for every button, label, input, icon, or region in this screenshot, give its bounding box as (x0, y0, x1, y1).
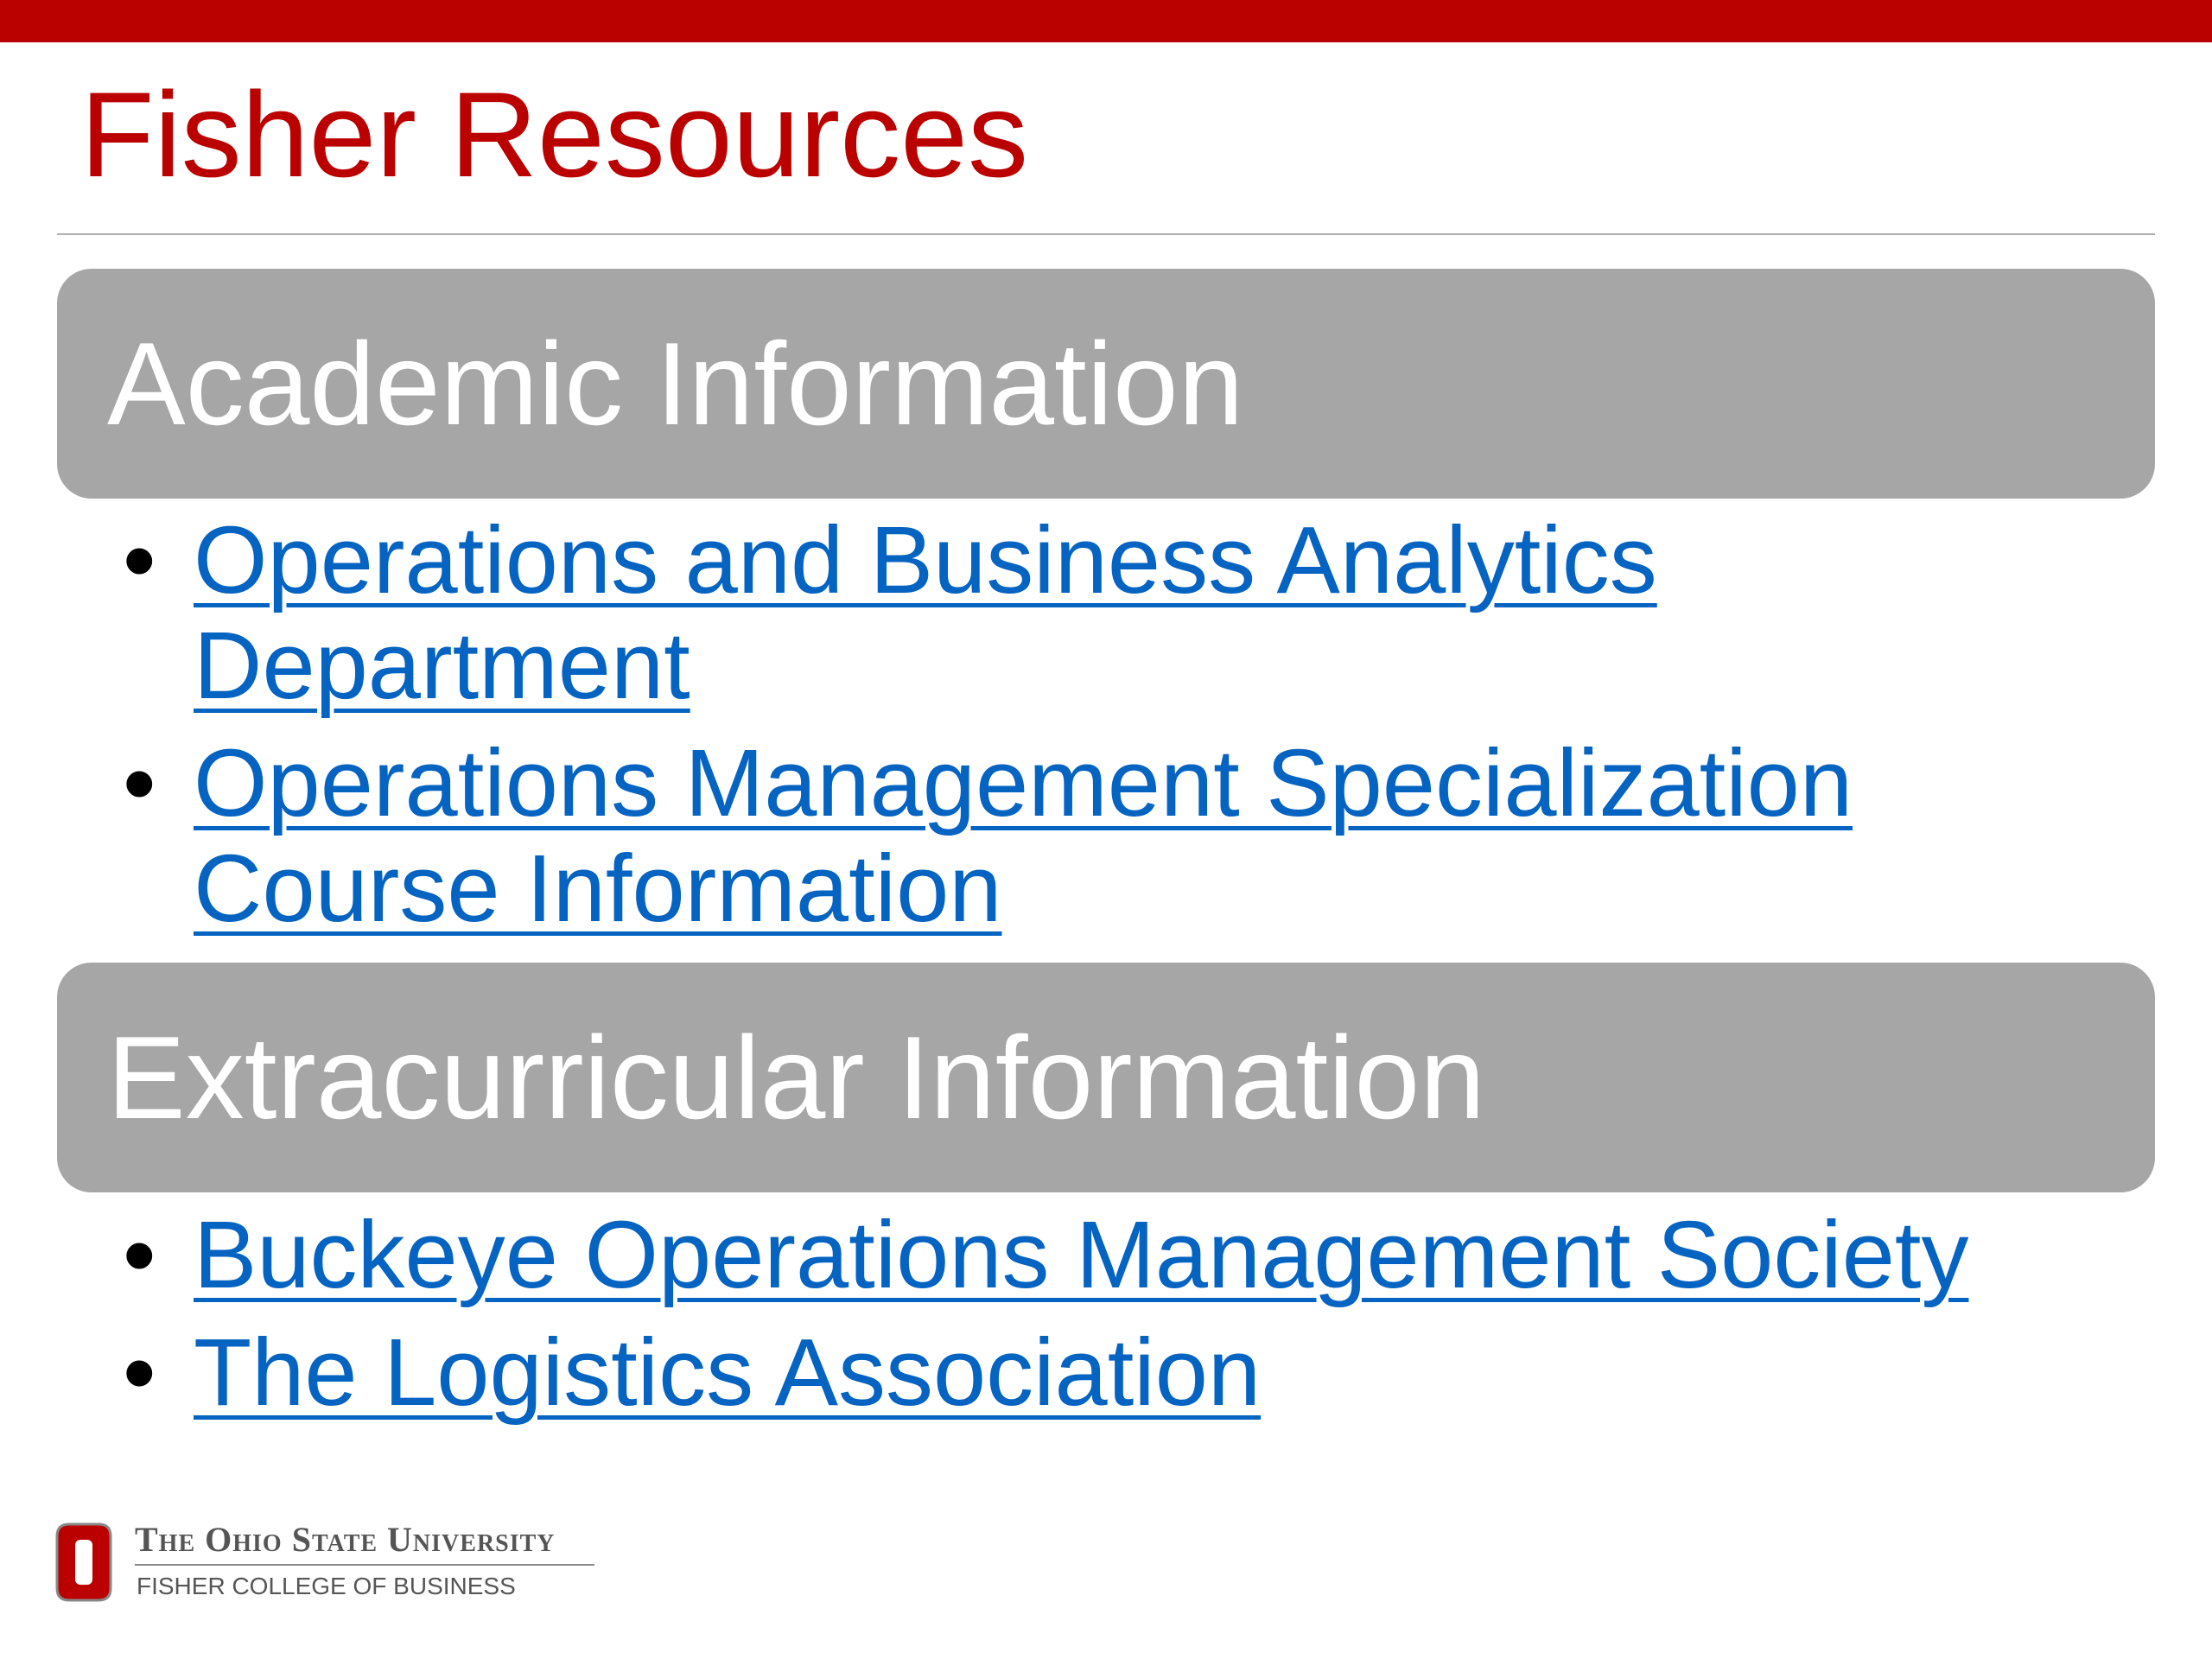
logo-divider (135, 1564, 594, 1566)
academic-link-list (0, 508, 1987, 954)
link-buckeye-operations-management-society[interactable]: Buckeye Operations Management Society (194, 1202, 1969, 1308)
extracurricular-link-list (0, 1203, 1987, 1438)
section-header-extracurricular (57, 963, 2155, 1192)
university-name: The Ohio State University (135, 1520, 556, 1559)
section-heading: Extracurricular Information (107, 1012, 1485, 1143)
list-item (0, 1320, 1987, 1426)
bullet: • (123, 1202, 156, 1308)
slide-title: Fisher Resources (80, 67, 1029, 202)
list-item (0, 731, 1987, 942)
section-header-academic (57, 269, 2155, 499)
bullet: • (123, 730, 156, 836)
college-name: FISHER COLLEGE OF BUSINESS (137, 1573, 516, 1599)
block-o-icon (55, 1522, 112, 1602)
bullet: • (123, 507, 156, 613)
link-operations-management-specialization[interactable]: Operations Management Specialization Course Information (194, 730, 1853, 942)
bullet: • (123, 1319, 156, 1426)
link-operations-business-analytics-department[interactable]: Operations and Business Analytics Department (194, 507, 1657, 719)
title-divider (57, 233, 2155, 235)
link-the-logistics-association[interactable]: The Logistics Association (194, 1319, 1262, 1426)
list-item (0, 508, 1987, 719)
list-item (0, 1203, 1987, 1308)
university-logo (55, 1519, 608, 1605)
top-accent-bar (0, 0, 2212, 42)
section-heading: Academic Information (107, 318, 1244, 449)
